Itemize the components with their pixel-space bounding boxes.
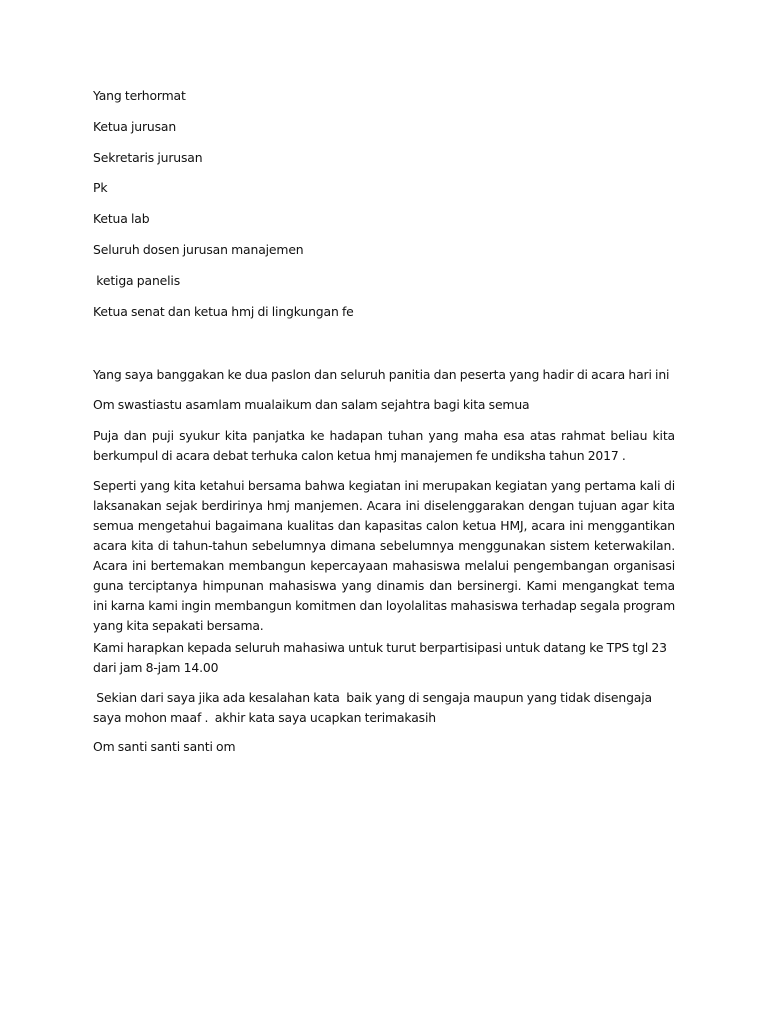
gratitude-paragraph: Puja dan puji syukur kita panjatka ke hadapan tuhan yang maha esa atas rahmat beliau kita berkumpul di acara debat terhuka calon ketua hmj manajemen fe undiksha tahun 2017 . [93, 428, 675, 463]
recipient-line: ketiga panelis [93, 273, 181, 288]
pride-paragraph: Yang saya banggakan ke dua paslon dan seluruh panitia dan peserta yang hadir di acara hari ini [93, 367, 670, 382]
recipient-line: Ketua senat dan ketua hmj di lingkungan fe [93, 304, 354, 319]
greeting-paragraph: Om swastiastu asamlam mualaikum dan salam sejahtra bagi kita semua [93, 397, 530, 412]
purpose-paragraph: Seperti yang kita ketahui bersama bahwa kegiatan ini merupakan kegiatan yang pertama kali di laksanakan sejak berdirinya hmj manjemen. Acara ini diselenggarakan dengan tujuan agar kita semua mengetahui bagaimana kualitas dan kapasitas calon ketua HMJ, acara ini menggantikan acara kita di tahun-tahun sebelumnya dimana sebelumnya menggunakan sistem keterwakilan. Acara ini bertemakan membangun kepercayaan mahasiswa melalui pengembangan organisasi guna terciptanya himpunan mahasiswa yang dinamis dan bersinergi. Kami mengangkat tema ini karna kami ingin membangun komitmen dan loyolalitas mahasiswa terhadap segala program yang kita sepakati bersama. [93, 478, 675, 633]
recipient-line: Ketua lab [93, 211, 150, 226]
invitation-paragraph: Kami harapkan kepada seluruh mahasiwa untuk turut berpartisipasi untuk datang ke TPS tgl 23 dari jam 8-jam 14.00 [93, 640, 667, 675]
closing-paragraph: Om santi santi santi om [93, 739, 236, 754]
salutation-opening: Yang terhormat [93, 88, 186, 103]
recipient-line: Pk [93, 180, 108, 195]
recipient-line: Seluruh dosen jurusan manajemen [93, 242, 304, 257]
recipient-line: Ketua jurusan [93, 119, 177, 134]
recipient-line: Sekretaris jurusan [93, 150, 203, 165]
apology-paragraph: Sekian dari saya jika ada kesalahan kata baik yang di sengaja maupun yang tidak disengaja saya mohon maaf . akhir kata saya ucapkan terimakasih [93, 690, 656, 725]
